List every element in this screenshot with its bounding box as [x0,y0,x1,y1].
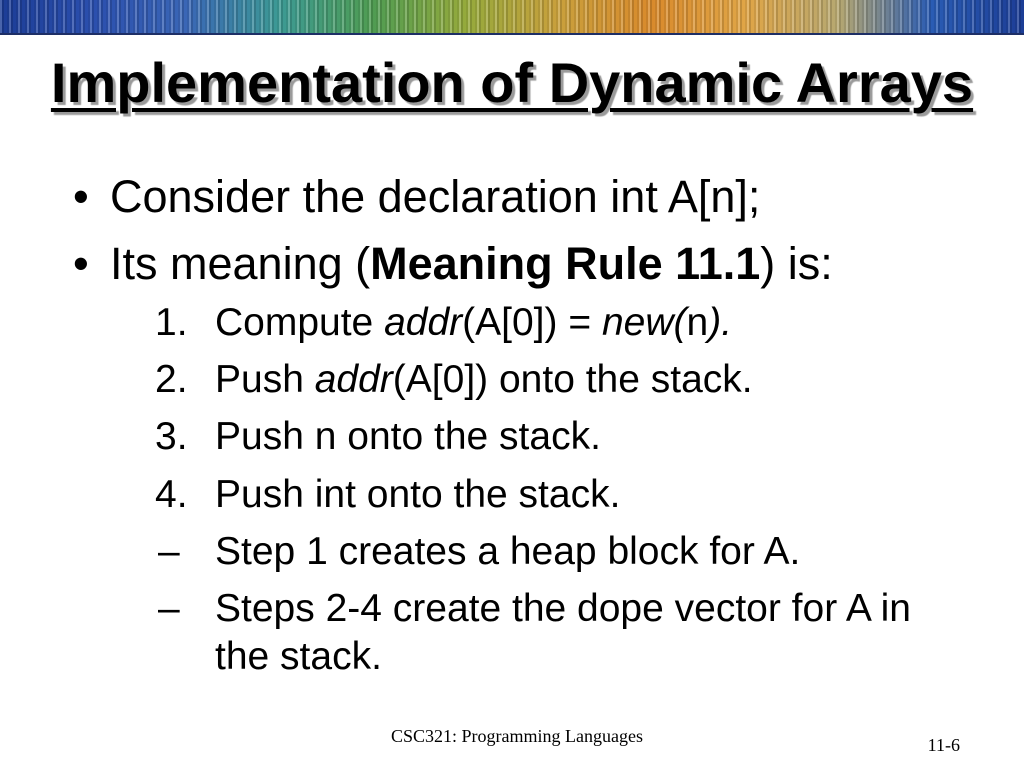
dash-marker: – [158,587,180,630]
header-banner [0,0,1024,33]
italic-segment: ). [708,301,733,344]
text-segment: Consider the declaration int A[n]; [110,171,761,222]
step-text [215,299,955,347]
dash-marker: – [158,530,180,573]
step-text [215,528,955,576]
step-text [215,471,955,519]
italic-segment: new( [601,301,687,344]
step-number: 2. [155,358,188,401]
step-text [215,356,955,404]
text-segment: Step 1 creates a heap block for A. [215,530,801,573]
text-segment: Push int onto the stack. [215,473,621,516]
bullet-text [110,171,761,222]
text-segment: Its meaning ( [110,238,371,289]
bullet-item [0,238,1024,289]
text-segment: (A[0]) onto the stack. [392,358,753,401]
text-segment: Push n onto the stack. [215,415,601,458]
bullet-item [0,171,1024,222]
text-segment: Steps 2-4 create the dope vector for A in the stack. [215,587,911,678]
text-segment: Compute [215,301,385,344]
bullet-text [110,238,833,289]
slide-title: Implementation of Dynamic Arrays [50,51,974,114]
step-number: 3. [155,415,188,458]
step-number: 4. [155,473,188,516]
rule-reference: Meaning Rule 11.1 [370,238,761,289]
text-segment: (A[0]) = [462,301,602,344]
bullet-marker: • [73,238,89,289]
bullet-marker: • [73,171,89,222]
text-segment: ) is: [760,238,833,289]
text-segment: Push [215,358,315,401]
italic-segment: addr [384,301,463,344]
step-text [215,413,955,461]
slide-number: 11-6 [927,735,960,755]
step-number: 1. [155,301,188,344]
footer-course: CSC321: Programming Languages [391,726,643,746]
italic-segment: addr [314,358,393,401]
banner-divider [0,33,1024,35]
step-text [215,585,955,681]
text-segment: n [686,301,709,344]
